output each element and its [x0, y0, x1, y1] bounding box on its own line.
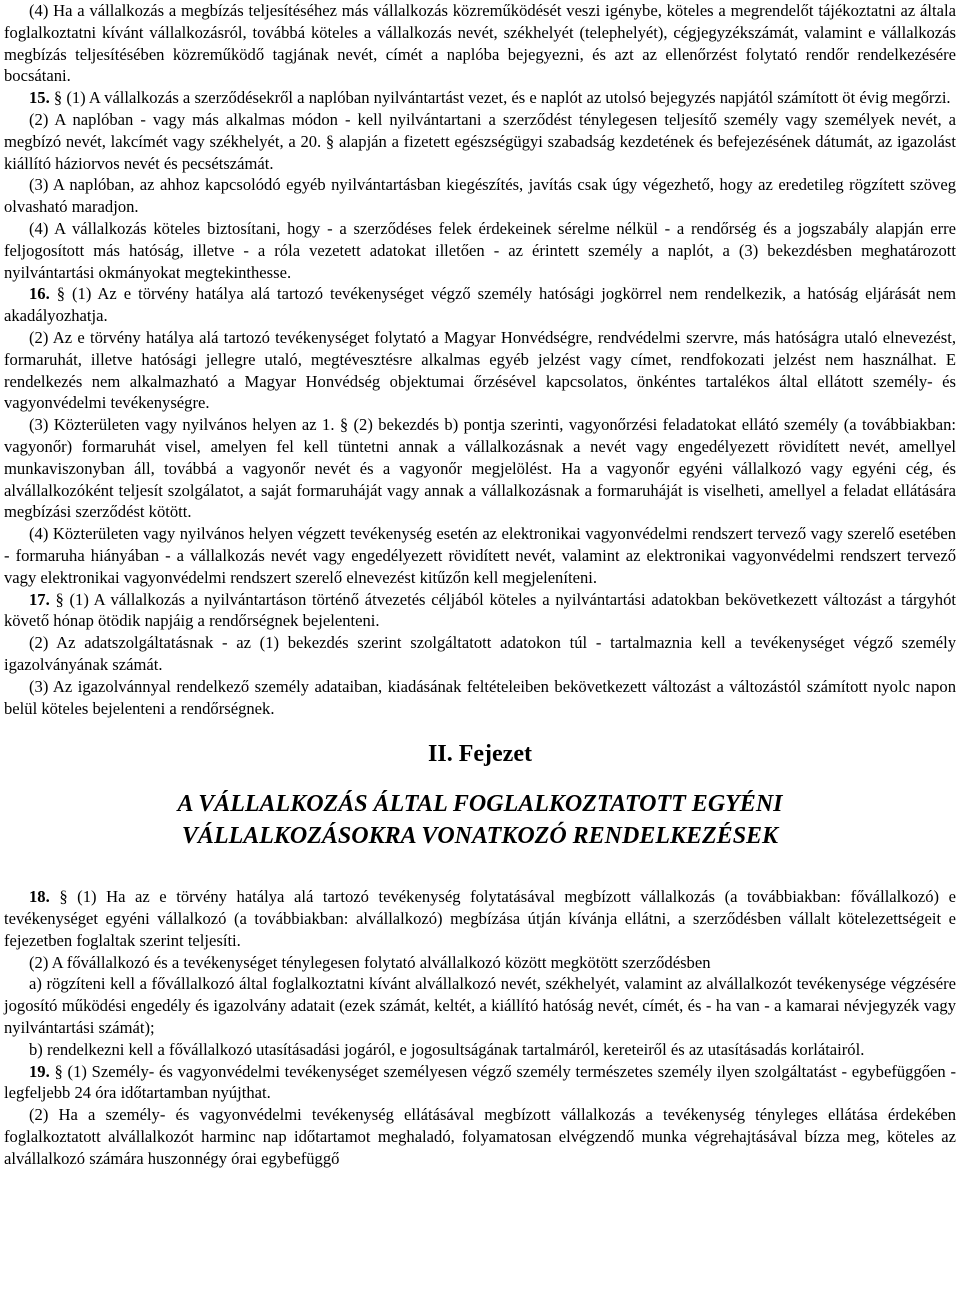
paragraph-p2 [4, 87, 956, 109]
paragraph-p10 [4, 589, 956, 633]
paragraph-p15 [4, 973, 956, 1038]
paragraph-p16 [4, 1039, 956, 1061]
paragraph-text: (2) A naplóban - vagy más alkalmas módon - kell nyilvántartani a szerződést ténylegesen teljesítő személy vagy személyek nevét, a megbízó nevét, lakcímét vagy székhelyét, a 20. § alapján a fizetett egészségügyi szabadság kezdetének és befejezésének dátumát, az igazolást kiállító háziorvos nevét és pecsétszámát. [4, 109, 956, 173]
chapter-title: II. Fejezet [428, 741, 532, 768]
paragraph-text: (2) Az e törvény hatálya alá tartozó tevékenységet folytató a Magyar Honvédségre, rendvédelmi szervre, más hatóságra utaló elnevezést, formaruhát, illetve hatósági jellegre utaló, megtévesztésre alkalmas egyéb jelzést vagy címet, rendfokozati jelzést nem használhat. E rendelkezés nem alkalmazható a Magyar Honvédség objektumai őrzésével kapcsolatos, önkéntes tartalékos által ellátott személy- és vagyonvédelmi tevékenységre. [4, 327, 956, 413]
section-number: 15. [29, 88, 50, 108]
paragraph-p1 [4, 0, 956, 87]
chapter-heading-line-1: A VÁLLALKOZÁS ÁLTAL FOGLALKOZTATOTT EGYÉNI [177, 791, 783, 818]
paragraph-text: (2) Ha a személy- és vagyonvédelmi tevékenység ellátásával megbízott vállalkozás a tevékenység tényleges ellátása érdekében foglalkoztatott alvállalkozót harminc nap időtartamot meghaladó, folyamatosan elvégzendő munka végrehajtásával bízza meg, köteles az alvállalkozó számára huszonnégy órai egybefüggő [4, 1105, 956, 1168]
paragraph-text: (2) A fővállalkozó és a tevékenységet ténylegesen folytató alvállalkozó között megkötött szerződésben [29, 952, 711, 972]
paragraph-p14 [4, 952, 956, 974]
paragraph-text: (3) Az igazolvánnyal rendelkező személy adataiban, kiadásának feltételeiben bekövetkezett változást a változástól számított nyolc napon belül köteles bejelenteni a rendőrségnek. [4, 676, 956, 718]
section-after-chapter [4, 886, 956, 1169]
paragraph-text: § (1) A vállalkozás a nyilvántartáson történő átvezetés céljából köteles a nyilvántartási adatokban bekövetkezett változást a tárgyhót követő hónap ötödik napjáig a rendőrségnek bejelenteni. [4, 589, 956, 631]
section-before-chapter [4, 0, 956, 719]
paragraph-p13 [4, 886, 956, 951]
section-number: 19. [29, 1061, 50, 1081]
section-number: 16. [29, 284, 50, 304]
chapter-heading-line-2: VÁLLALKOZÁSOKRA VONATKOZÓ RENDELKEZÉSEK [181, 823, 779, 850]
paragraph-p11 [4, 632, 956, 676]
paragraph-p3 [4, 109, 956, 174]
chapter-header [4, 740, 956, 852]
paragraph-p6 [4, 283, 956, 327]
paragraph-text: (3) Közterületen vagy nyilvános helyen az 1. § (2) bekezdés b) pontja szerinti, vagyonőrzési feladatokat ellátó személy (a továbbiakban: vagyonőr) formaruhát visel, amelyen fel kell tüntetni annak a vállalkozásnak a nevét vagy engedélyezett rövidített nevét, amellyel munkaviszonyban áll, továbbá a vagyonőr nevét és a vagyonőr megjelölést. Ha a vagyonőr egyéni vállalkozó vagy egyéni cég, és alvállalkozóként teljesít szolgálatot, a saját formaruháját vagy annak a vállalkozásnak a formaruháját is viselheti, amellyel a feladat ellátására megbízási szerződést kötött. [4, 415, 956, 522]
section-number: 17. [29, 589, 50, 609]
paragraph-text: (4) Ha a vállalkozás a megbízás teljesítéséhez más vállalkozás közreműködését veszi igénybe, köteles a megrendelőt tájékoztatni az általa foglalkoztatni kívánt vállalkozásról, továbbá köteles a vállalkozás nevét, székhelyét (telephelyét), cégjegyzékszámát, valamint e vállalkozás megbízás teljesítésében közreműködő tagjának nevét, címét a naplóba bejegyezni, és azt az ellenőrzést folytató rendőr rendelkezésére bocsátani. [4, 1, 956, 86]
paragraph-p18 [4, 1104, 956, 1169]
paragraph-text: (4) Közterületen vagy nyilvános helyen végzett tevékenység esetén az elektronikai vagyonvédelmi rendszert tervező vagy szerelő esetében - formaruha hiányában - a vállalkozás nevét vagy engedélyezett rövidített nevét, valamint az elektronikai vagyonvédelmi rendszert tervező vagy elektronikai vagyonvédelmi rendszert szerelő elnevezést kitűzőn kell megjeleníteni. [4, 524, 956, 587]
paragraph-p17 [4, 1061, 956, 1105]
paragraph-p8 [4, 414, 956, 523]
paragraph-p7 [4, 327, 956, 414]
paragraph-p12 [4, 676, 956, 720]
paragraph-text: (3) A naplóban, az ahhoz kapcsolódó egyéb nyilvántartásban kiegészítés, javítás csak úgy végezhető, hogy az eredetileg rögzített szöveg olvasható maradjon. [4, 175, 956, 217]
paragraph-p9 [4, 523, 956, 588]
section-number: 18. [29, 887, 50, 907]
paragraph-text: b) rendelkezni kell a fővállalkozó utasításadási jogáról, e jogosultságának tartalmáról, kereteiről és az utasításadás korlátairól. [29, 1039, 865, 1059]
paragraph-text: § (1) A vállalkozás a szerződésekről a naplóban nyilvántartást vezet, és e naplót az utolsó bejegyzés napjától számított öt évig megőrzi. [49, 88, 951, 108]
document-page [4, 0, 956, 1170]
paragraph-text: a) rögzíteni kell a fővállalkozó által foglalkoztatni kívánt alvállalkozó nevét, székhelyét, valamint az alvállalkozót tevékenysége végzésére jogosító működési engedély és igazolvány adatait (ezek számát, keltét, a kiállító hatóság nevét, címét, és - ha van - a kamarai névjegyzék vagy nyilvántartási számát); [4, 974, 956, 1038]
paragraph-text: (2) Az adatszolgáltatásnak - az (1) bekezdés szerint szolgáltatott adatokon túl - tartalmaznia kell a tevékenységet végző személy igazolványának számát. [4, 633, 956, 674]
paragraph-p5 [4, 218, 956, 283]
paragraph-text: (4) A vállalkozás köteles biztosítani, hogy - a szerződéses felek érdekeinek sérelme nélkül - a rendőrség és a jogszabály alapján erre feljogosított más hatóság, illetve - a róla vezetett adatokat illetően - az érintett személy a naplót, a (3) bekezdésben meghatározott nyilvántartási okmányokat megtekinthesse. [4, 218, 956, 282]
paragraph-text: § (1) Személy- és vagyonvédelmi tevékenységet személyesen végző személy természetes személy ilyen szolgáltatást - egybefüggően - legfeljebb 24 óra időtartamban nyújthat. [4, 1061, 956, 1103]
paragraph-text: § (1) Az e törvény hatálya alá tartozó tevékenységet végző személy hatósági jogkörrel nem rendelkezik, a hatóság eljárását nem akadályozhatja. [4, 284, 956, 326]
paragraph-p4 [4, 174, 956, 218]
paragraph-text: § (1) Ha az e törvény hatálya alá tartozó tevékenység folytatásával megbízott vállalkozás (a továbbiakban: fővállalkozó) e tevékenységet egyéni vállalkozó (a továbbiakban: alvállalkozó) megbízása útján kívánja ellátni, a szerződésben vállalt kötelezettségeit e fejezetben foglaltak szerint teljesíti. [4, 887, 956, 950]
